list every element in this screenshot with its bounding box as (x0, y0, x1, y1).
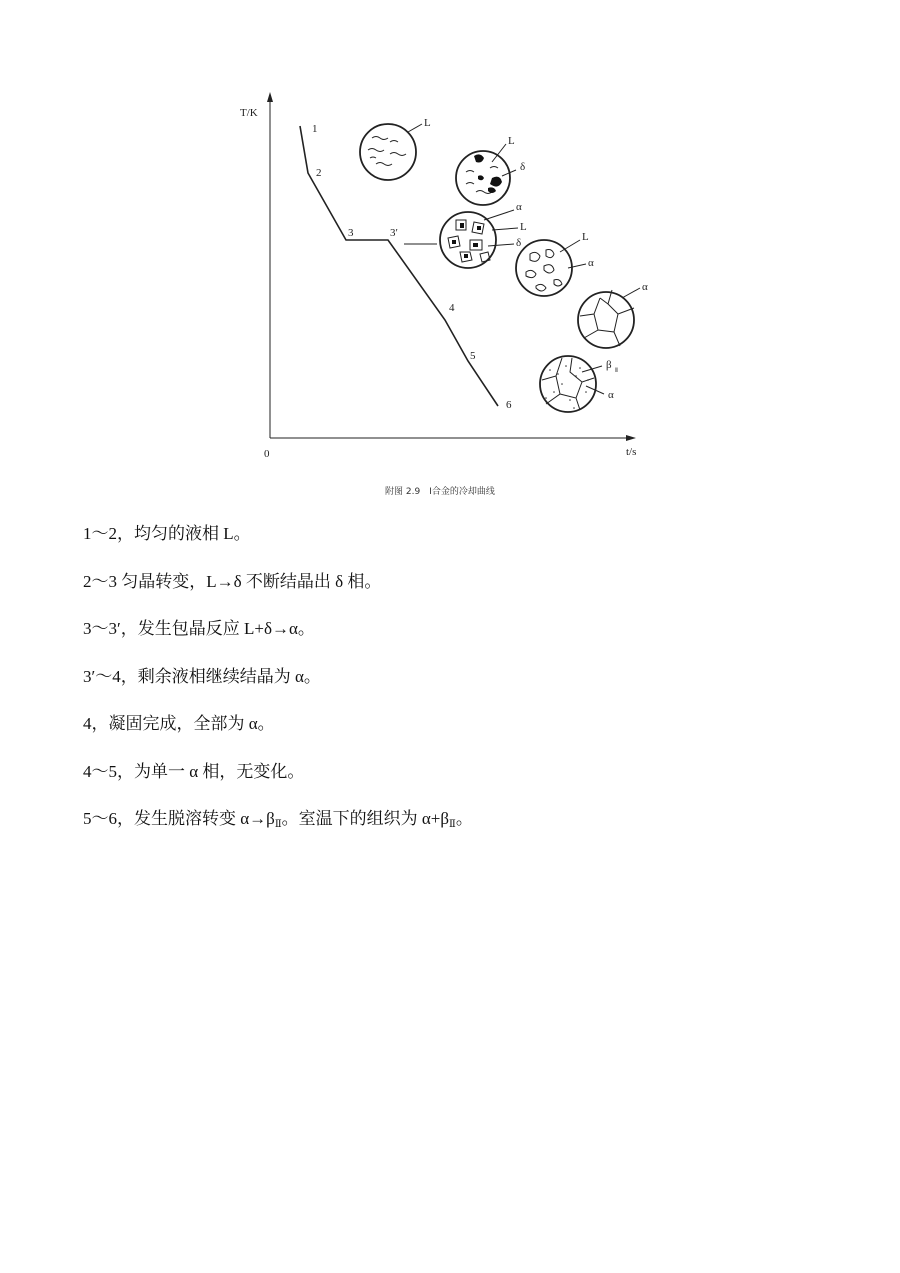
c3-label-alpha: α (516, 201, 522, 213)
y-axis-arrow (267, 92, 273, 102)
cooling-curve-figure (230, 80, 670, 500)
note-1-2: 1～2，均匀的液相 L。 (83, 524, 251, 543)
explanation-notes (83, 522, 843, 855)
c4-label-alpha: α (588, 257, 594, 269)
point-label-3: 3 (348, 227, 354, 239)
microstructure-alpha (578, 281, 648, 348)
point-label-2: 2 (316, 167, 322, 179)
note-5-6-part1: 5～6，发生脱溶转变 α→β (83, 809, 275, 828)
point-label-4: 4 (449, 302, 455, 314)
note-5-6-sub2: Ⅱ (449, 819, 456, 830)
c2-label-L: L (508, 135, 515, 147)
x-axis-label: t/s (626, 446, 637, 458)
origin-label: 0 (264, 448, 270, 460)
note-4: 4，凝固完成，全部为 α。 (83, 714, 275, 733)
y-axis-label: T/K (240, 107, 258, 119)
cooling-curve-svg (230, 80, 670, 500)
c4-label-L: L (582, 231, 589, 243)
figure-caption: 附图 2.9 Ⅰ合金的冷却曲线 (385, 487, 495, 497)
x-axis-arrow (626, 435, 636, 441)
note-5-6-part2: 。室温下的组织为 α+β (281, 809, 450, 828)
note-5-6-sub1: Ⅱ (274, 819, 282, 830)
note-5-6 (83, 807, 843, 831)
microstructure-liquid-delta (456, 135, 525, 205)
c6-label-beta-sub: Ⅱ (615, 368, 618, 374)
point-label-6: 6 (506, 399, 512, 411)
c6-label-alpha: α (608, 389, 614, 401)
note-3prime-4: 3′～4，剩余液相继续结晶为 α。 (83, 666, 321, 686)
note-2-3: 2～3 匀晶转变，L→δ 不断结晶出 δ 相。 (83, 571, 382, 591)
point-label-5: 5 (470, 350, 476, 362)
c3-label-L: L (520, 221, 527, 233)
microstructure-peritectic (440, 201, 527, 268)
microstructure-alpha-beta (540, 356, 618, 412)
microstructure-liquid-alpha (516, 231, 594, 296)
c5-label-alpha: α (642, 281, 648, 293)
point-label-3-prime: 3′ (390, 227, 398, 239)
c6-label-beta: β (606, 359, 612, 371)
note-3-3prime: 3～3′，发生包晶反应 L+δ→α。 (83, 619, 315, 638)
c1-label-L: L (424, 117, 431, 129)
c3-label-delta: δ (516, 237, 522, 249)
note-4-5: 4～5，为单一 α 相，无变化。 (83, 761, 305, 781)
point-label-1: 1 (312, 123, 318, 135)
note-5-6-part3: 。 (455, 809, 473, 828)
microstructure-liquid (360, 117, 431, 180)
c2-label-delta: δ (520, 161, 526, 173)
